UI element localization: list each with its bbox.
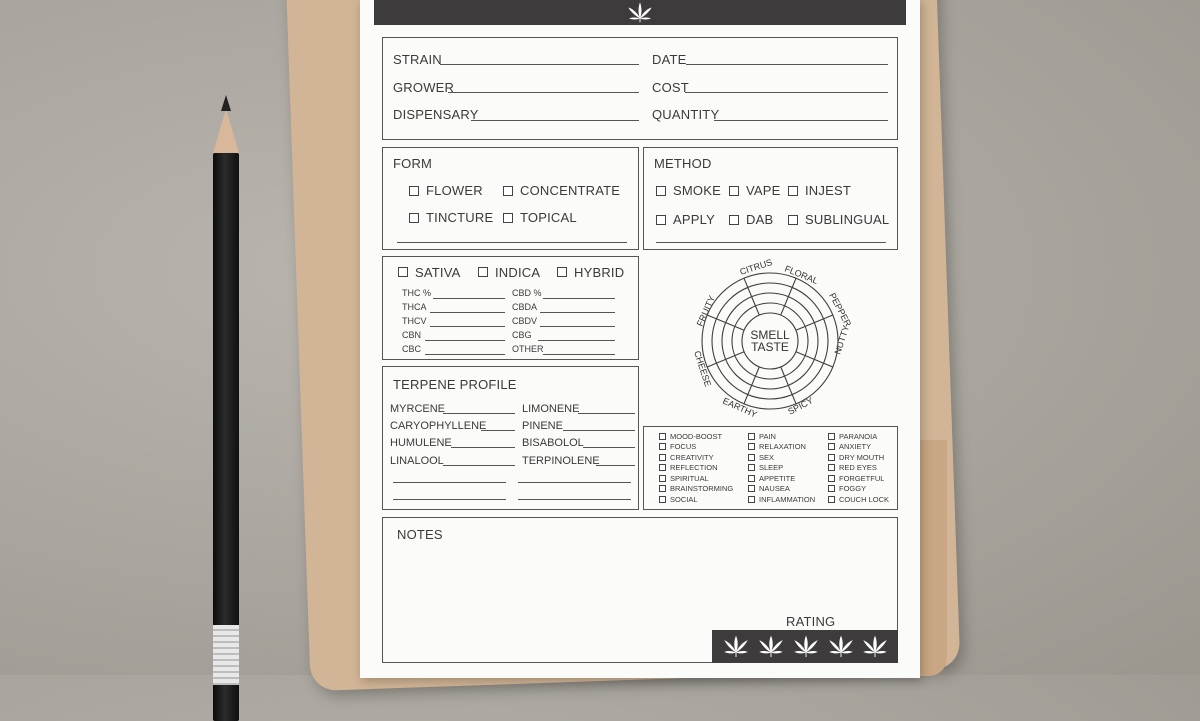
dab-label: DAB xyxy=(746,212,774,227)
linalool-label: LINALOOL xyxy=(390,455,444,467)
cbdv-label: CBDV xyxy=(512,316,538,326)
hybrid-checkbox[interactable] xyxy=(557,267,567,277)
humulene-label: HUMULENE xyxy=(390,437,452,449)
sleep-checkbox[interactable] xyxy=(748,464,755,471)
pinene-label: PINENE xyxy=(522,420,563,432)
terpene-title: TERPENE PROFILE xyxy=(393,377,517,392)
paranoia-checkbox[interactable] xyxy=(828,433,835,440)
injest-label: INJEST xyxy=(805,183,851,198)
effect-foggy: FOGGY xyxy=(839,484,867,493)
wheel-center-taste: TASTE xyxy=(751,340,789,354)
effect-pain: PAIN xyxy=(759,432,776,441)
myrcene-label: MYRCENE xyxy=(390,403,446,415)
red-eyes-checkbox[interactable] xyxy=(828,464,835,471)
strain-label: STRAIN xyxy=(393,52,442,67)
mood-boost-checkbox[interactable] xyxy=(659,433,666,440)
wheel-label-nutty: NUTTY xyxy=(832,323,852,356)
sublingual-checkbox[interactable] xyxy=(788,215,798,225)
flower-label: FLOWER xyxy=(426,183,483,198)
cost-label: COST xyxy=(652,80,689,95)
rating-leaf-icon-1[interactable] xyxy=(723,634,749,658)
tincture-checkbox[interactable] xyxy=(409,213,419,223)
rating-bar xyxy=(712,630,898,663)
limonene-label: LIMONENE xyxy=(522,403,580,415)
spiritual-checkbox[interactable] xyxy=(659,475,666,482)
effects-box xyxy=(643,426,898,510)
terpinolene-field[interactable] xyxy=(596,465,635,466)
appetite-checkbox[interactable] xyxy=(748,475,755,482)
cbn-field[interactable] xyxy=(425,340,505,341)
humulene-field[interactable] xyxy=(451,447,515,448)
strain-info-box xyxy=(382,37,898,140)
apply-label: APPLY xyxy=(673,212,715,227)
dab-checkbox[interactable] xyxy=(729,215,739,225)
wheel-spoke xyxy=(707,352,744,367)
smell-taste-wheel xyxy=(672,255,872,425)
wheel-spoke xyxy=(744,278,759,315)
cannabis-leaf-icon xyxy=(627,1,653,23)
pencil xyxy=(212,95,240,685)
concentrate-label: CONCENTRATE xyxy=(520,183,621,198)
effect-sex: SEX xyxy=(759,453,775,462)
cbda-label: CBDA xyxy=(512,302,538,312)
wheel-spoke xyxy=(707,315,744,330)
creativity-checkbox[interactable] xyxy=(659,454,666,461)
sublingual-label: SUBLINGUAL xyxy=(805,212,890,227)
other-field[interactable] xyxy=(543,354,615,355)
effect-brainstorming: BRAINSTORMING xyxy=(670,484,734,493)
dispensary-field[interactable] xyxy=(471,120,639,121)
smoke-checkbox[interactable] xyxy=(656,186,666,196)
indica-checkbox[interactable] xyxy=(478,267,488,277)
bisabolol-label: BISABOLOL xyxy=(522,437,584,449)
flower-checkbox[interactable] xyxy=(409,186,419,196)
terpene-box xyxy=(382,366,639,510)
concentrate-checkbox[interactable] xyxy=(503,186,513,196)
thcv-label: THCV xyxy=(402,316,427,326)
reflection-checkbox[interactable] xyxy=(659,464,666,471)
effect-red-eyes: RED EYES xyxy=(839,463,877,472)
vape-label: VAPE xyxy=(746,183,781,198)
effect-anxiety: ANXIETY xyxy=(839,442,872,451)
relaxation-checkbox[interactable] xyxy=(748,443,755,450)
tincture-label: TINCTURE xyxy=(426,210,494,225)
limonene-field[interactable] xyxy=(578,413,635,414)
header-banner xyxy=(374,0,906,25)
wheel-spoke xyxy=(796,352,833,367)
cbc-field[interactable] xyxy=(425,354,505,355)
foggy-checkbox[interactable] xyxy=(828,485,835,492)
pain-checkbox[interactable] xyxy=(748,433,755,440)
cbda-field[interactable] xyxy=(540,312,615,313)
rating-title: RATING xyxy=(786,614,836,629)
cbdv-field[interactable] xyxy=(540,326,615,327)
bisabolol-field[interactable] xyxy=(583,447,635,448)
effect-spiritual: SPIRITUAL xyxy=(670,474,709,483)
wheel-label-citrus: CITRUS xyxy=(738,257,774,277)
topical-label: TOPICAL xyxy=(520,210,577,225)
dry-mouth-checkbox[interactable] xyxy=(828,454,835,461)
thca-label: THCA xyxy=(402,302,427,312)
topical-checkbox[interactable] xyxy=(503,213,513,223)
date-field[interactable] xyxy=(686,64,888,65)
other-label: OTHER xyxy=(512,344,544,354)
effect-inflammation: INFLAMMATION xyxy=(759,495,816,504)
notes-title: NOTES xyxy=(397,527,443,542)
caryophyllene-field[interactable] xyxy=(481,430,515,431)
rating-leaf-icon-2[interactable] xyxy=(758,634,784,658)
inflammation-checkbox[interactable] xyxy=(748,496,755,503)
terpinolene-label: TERPINOLENE xyxy=(522,455,600,467)
wheel-center-smell: SMELL xyxy=(750,328,790,342)
forgetful-checkbox[interactable] xyxy=(828,475,835,482)
wheel-spoke xyxy=(796,315,833,330)
form-title: FORM xyxy=(393,156,433,171)
terpene-extra-field-2[interactable] xyxy=(518,482,631,483)
cbn-label: CBN xyxy=(402,330,422,340)
terpene-extra-field-4[interactable] xyxy=(518,499,631,500)
effect-mood-boost: MOOD-BOOST xyxy=(670,432,723,441)
method-box xyxy=(643,147,898,250)
effect-creativity: CREATIVITY xyxy=(670,453,714,462)
effect-reflection: REFLECTION xyxy=(670,463,718,472)
indica-label: INDICA xyxy=(495,265,541,280)
thca-field[interactable] xyxy=(430,312,505,313)
grower-label: GROWER xyxy=(393,80,455,95)
caryophyllene-label: CARYOPHYLLENE xyxy=(390,420,487,432)
quantity-label: QUANTITY xyxy=(652,107,720,122)
linalool-field[interactable] xyxy=(443,465,515,466)
social-checkbox[interactable] xyxy=(659,496,666,503)
method-title: METHOD xyxy=(654,156,712,171)
effect-relaxation: RELAXATION xyxy=(759,442,806,451)
effect-appetite: APPETITE xyxy=(759,474,796,483)
type-box xyxy=(382,256,639,360)
rating-leaf-icon-3[interactable] xyxy=(793,634,819,658)
wheel-label-spicy: SPICY xyxy=(786,395,815,417)
smoke-label: SMOKE xyxy=(673,183,721,198)
injest-checkbox[interactable] xyxy=(788,186,798,196)
effect-dry-mouth: DRY MOUTH xyxy=(839,453,885,462)
cbc-label: CBC xyxy=(402,344,422,354)
anxiety-checkbox[interactable] xyxy=(828,443,835,450)
effect-forgetful: FORGETFUL xyxy=(839,474,885,483)
sativa-checkbox[interactable] xyxy=(398,267,408,277)
rating-leaf-icon-4[interactable] xyxy=(828,634,854,658)
thc-field[interactable] xyxy=(433,298,505,299)
wheel-label-fruity: FRUITY xyxy=(694,294,718,328)
myrcene-field[interactable] xyxy=(443,413,515,414)
hybrid-label: HYBRID xyxy=(574,265,625,280)
date-label: DATE xyxy=(652,52,687,67)
nausea-checkbox[interactable] xyxy=(748,485,755,492)
wheel-label-pepper: PEPPER xyxy=(827,291,854,329)
cbg-label: CBG xyxy=(512,330,532,340)
sex-checkbox[interactable] xyxy=(748,454,755,461)
vape-checkbox[interactable] xyxy=(729,186,739,196)
couch-lock-checkbox[interactable] xyxy=(828,496,835,503)
quantity-field[interactable] xyxy=(714,120,888,121)
cbd-field[interactable] xyxy=(543,298,615,299)
apply-checkbox[interactable] xyxy=(656,215,666,225)
form-other-field[interactable] xyxy=(397,242,627,243)
terpene-extra-field-3[interactable] xyxy=(393,499,506,500)
strain-field[interactable] xyxy=(440,64,639,65)
effect-focus: FOCUS xyxy=(670,442,697,451)
brainstorming-checkbox[interactable] xyxy=(659,485,666,492)
wheel-spoke xyxy=(744,367,759,404)
cost-field[interactable] xyxy=(685,92,888,93)
pinene-field[interactable] xyxy=(563,430,635,431)
wheel-label-earthy: EARTHY xyxy=(721,395,759,420)
effect-couch-lock: COUCH LOCK xyxy=(839,495,890,504)
dispensary-label: DISPENSARY xyxy=(393,107,479,122)
wheel-label-cheese: CHEESE xyxy=(692,349,714,388)
grower-field[interactable] xyxy=(448,92,639,93)
sativa-label: SATIVA xyxy=(415,265,461,280)
cbg-field[interactable] xyxy=(538,340,615,341)
thc-label: THC % xyxy=(402,288,431,298)
effect-nausea: NAUSEA xyxy=(759,484,790,493)
focus-checkbox[interactable] xyxy=(659,443,666,450)
effect-social: SOCIAL xyxy=(670,495,698,504)
effect-sleep: SLEEP xyxy=(759,463,784,472)
wheel-label-floral: FLORAL xyxy=(783,263,820,286)
method-other-field[interactable] xyxy=(656,242,886,243)
terpene-extra-field-1[interactable] xyxy=(393,482,506,483)
effect-paranoia: PARANOIA xyxy=(839,432,878,441)
cbd-label: CBD % xyxy=(512,288,542,298)
wheel-spoke xyxy=(781,367,796,404)
rating-leaf-icon-5[interactable] xyxy=(862,634,888,658)
form-box xyxy=(382,147,639,250)
thcv-field[interactable] xyxy=(430,326,505,327)
wheel-spoke xyxy=(781,278,796,315)
